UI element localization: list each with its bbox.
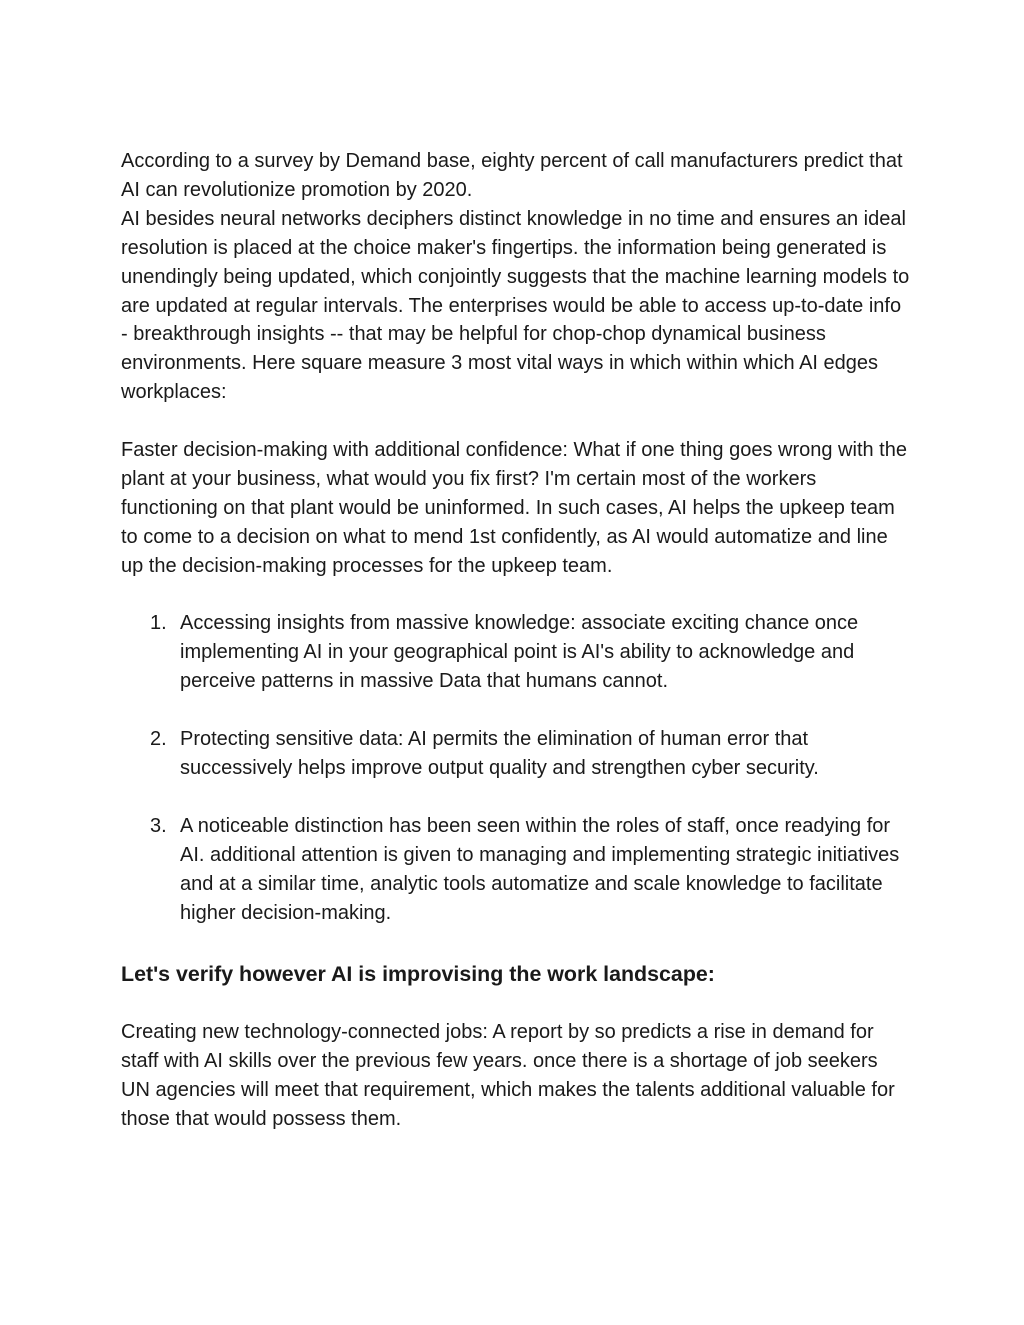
paragraph-gap bbox=[121, 927, 911, 956]
ai-benefits-list bbox=[121, 609, 911, 927]
list-item bbox=[121, 725, 911, 783]
list-item bbox=[121, 609, 911, 696]
paragraph-gap bbox=[121, 989, 911, 1018]
intro-ai-text: AI besides neural networks deciphers distinct knowledge in no time and ensures an ideal resolution is placed at the choice maker's fingertips. the information being generated is unendingly being updated, which conjointly suggests that the machine learning models to are updated at regular intervals. The enterprises would be able to access up-to-date info - breakthrough insights -- that may be helpful for chop-chop dynamical business environments. Here square measure 3 most vital ways in which within which AI edges workplaces: bbox=[121, 207, 910, 404]
list-item-text: A noticeable distinction has been seen within the roles of staff, once readying for AI. additional attention is given to managing and implementing strategic initiatives and at a similar time, analytic tools automatize and scale knowledge to facilitate higher decision-making. bbox=[180, 814, 900, 924]
decision-making-paragraph: Faster decision-making with additional confidence: What if one thing goes wrong with the plant at your business, what would you fix first? I'm certain most of the workers functioning on that plant would be uninformed. In such cases, AI helps the upkeep team to come to a decision on what to mend 1st confidently, as AI would automatize and line up the decision-making processes for the upkeep team. bbox=[121, 439, 907, 577]
document-page bbox=[121, 147, 911, 1134]
list-item-text: Protecting sensitive data: AI permits the elimination of human error that successively helps improve output quality and strengthen cyber security. bbox=[180, 728, 819, 779]
list-item-number: 3. bbox=[150, 814, 167, 837]
paragraph-gap bbox=[121, 581, 911, 610]
list-item-number: 1. bbox=[150, 612, 167, 635]
intro-survey-text: According to a survey by Demand base, eighty percent of call manufacturers predict that AI can revolutionize promotion by 2020. bbox=[121, 150, 903, 201]
list-item-text: Accessing insights from massive knowledge: associate exciting chance once implementing AI in your geographical point is AI's ability to acknowledge and perceive patterns in massive Data that humans cannot. bbox=[180, 612, 859, 693]
list-item bbox=[121, 812, 911, 928]
list-item-number: 2. bbox=[150, 728, 167, 751]
section-heading: Let's verify however AI is improvising the work landscape: bbox=[121, 962, 715, 987]
paragraph-gap bbox=[121, 407, 911, 436]
new-jobs-paragraph: Creating new technology-connected jobs: A report by so predicts a rise in demand for staff with AI skills over the previous few years. once there is a shortage of job seekers UN agencies will meet that requirement, which makes the talents additional valuable for those that would possess them. bbox=[121, 1021, 895, 1130]
